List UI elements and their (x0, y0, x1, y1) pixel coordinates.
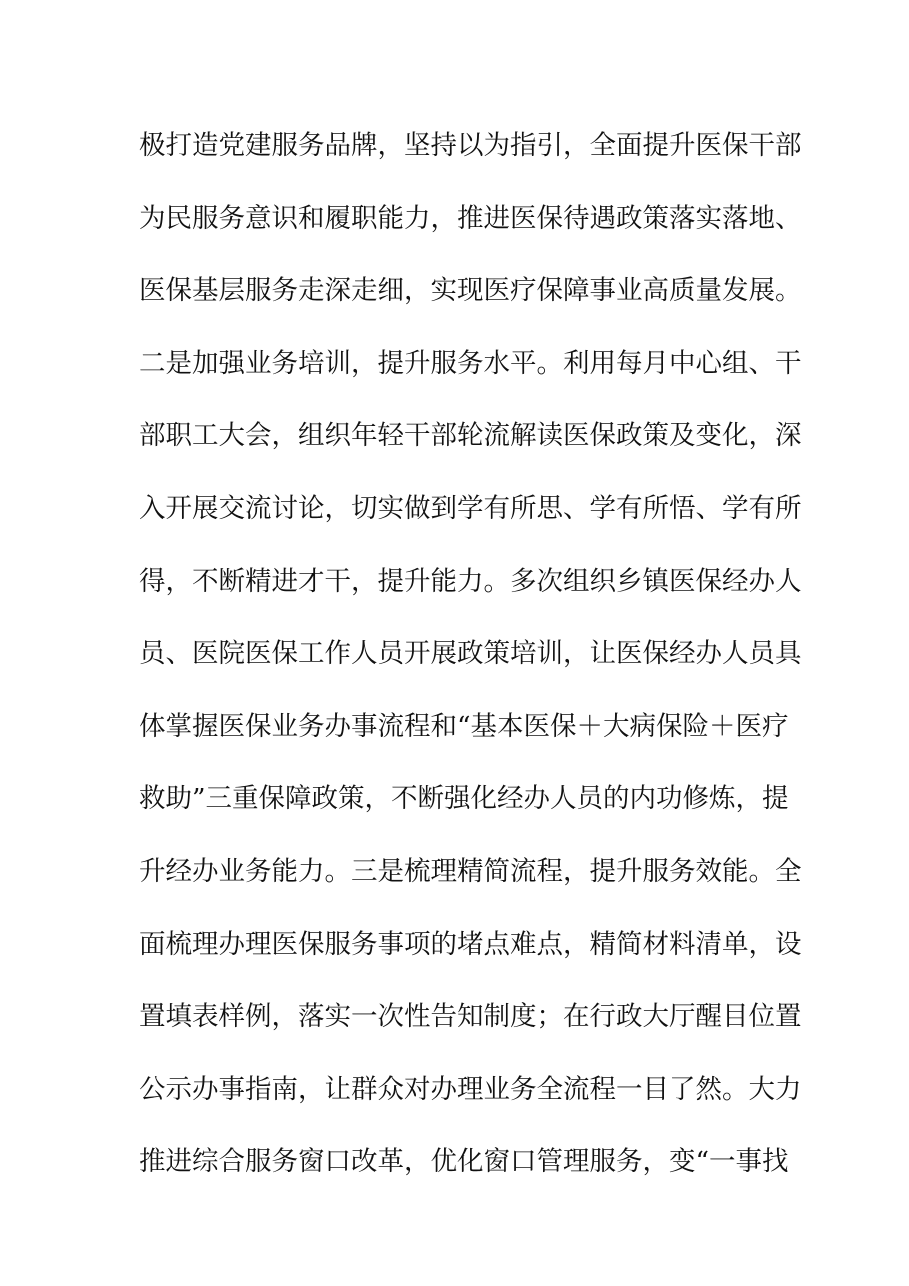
text-line-12: 面梳理办理医保服务事项的堵点难点，精简材料清单，设 (139, 928, 802, 960)
text-line-10: 救助”三重保障政策，不断强化经办人员的内功修炼，提 (139, 783, 789, 815)
text-line-15: 推进综合服务窗口改革，优化窗口管理服务，变“一事找 (139, 1146, 789, 1178)
text-line-11: 升经办业务能力。三是梳理精简流程，提升服务效能。全 (139, 855, 802, 887)
text-line-3: 医保基层服务走深走细，实现医疗保障事业高质量发展。 (139, 275, 802, 307)
text-line-1: 极打造党建服务品牌，坚持以为指引，全面提升医保干部 (139, 130, 802, 161)
text-line-2: 为民服务意识和履职能力，推进医保待遇政策落实落地、 (139, 202, 802, 234)
body-text (139, 118, 802, 1207)
text-line-4: 二是加强业务培训，提升服务水平。利用每月中心组、干 (139, 347, 802, 379)
text-line-8: 员、医院医保工作人员开展政策培训，让医保经办人员具 (139, 638, 802, 670)
text-line-13: 置填表样例，落实一次性告知制度；在行政大厅醒目位置 (139, 1001, 802, 1033)
text-line-9: 体掌握医保业务办事流程和“基本医保＋大病保险＋医疗 (139, 710, 789, 742)
text-line-14: 公示办事指南，让群众对办理业务全流程一目了然。大力 (139, 1073, 802, 1105)
text-line-5: 部职工大会，组织年轻干部轮流解读医保政策及变化，深 (139, 420, 802, 452)
text-line-6: 入开展交流讨论，切实做到学有所思、学有所悟、学有所 (139, 492, 802, 524)
text-line-7: 得，不断精进才干，提升能力。多次组织乡镇医保经办人 (139, 565, 802, 597)
